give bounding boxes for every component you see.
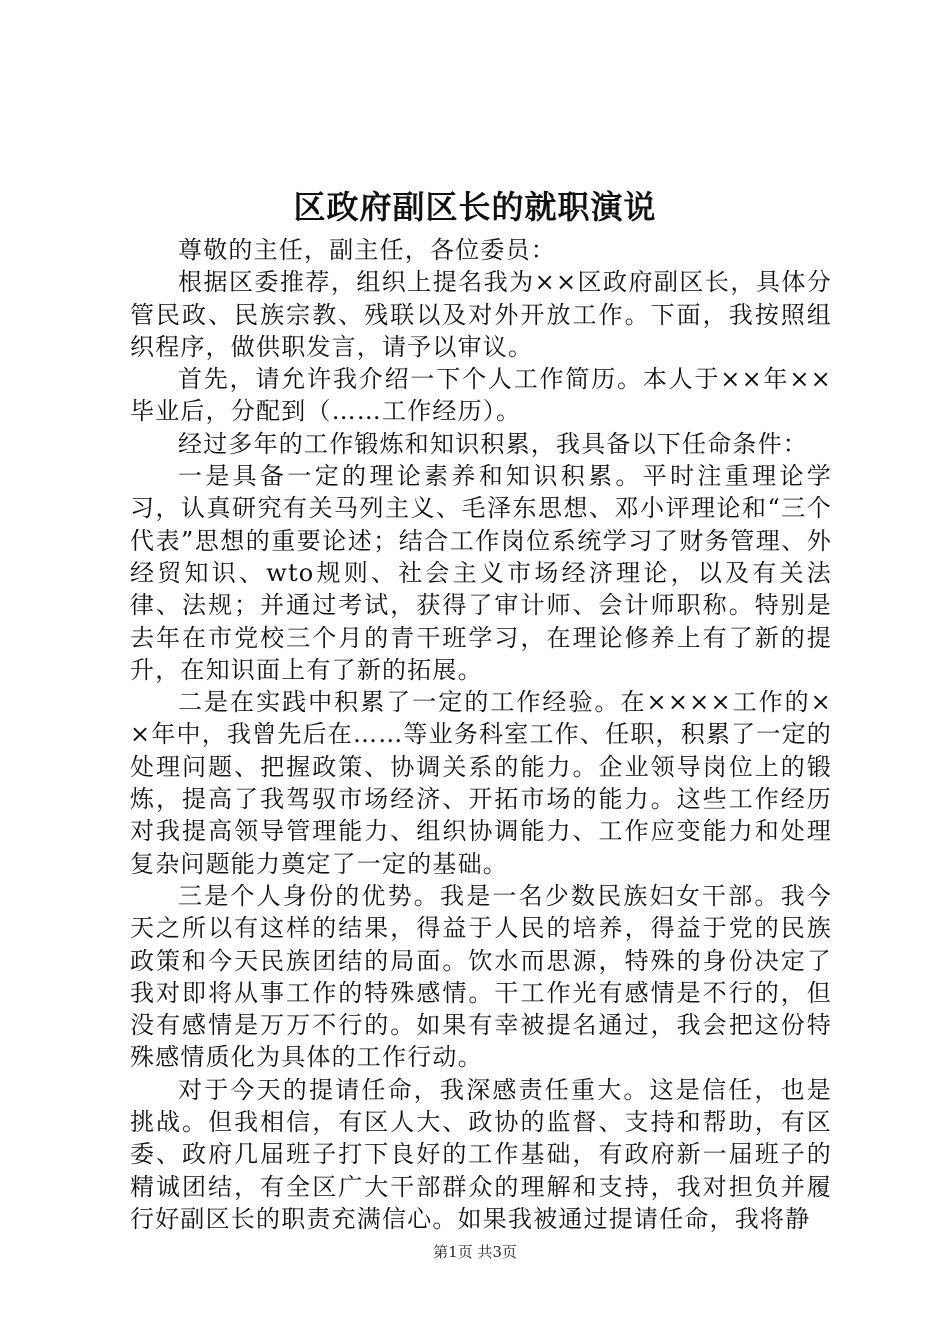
salutation-paragraph: 尊敬的主任，副主任，各位委员： [178, 236, 556, 264]
document-title: 区政府副区长的就职演说 [293, 188, 657, 226]
body-paragraph: 经过多年的工作锻炼和知识积累，我具备以下任命条件： [178, 429, 808, 458]
body-paragraph: 首先，请允许我介绍一下个人工作简历。本人于××年××毕业后，分配到（……工作经历）。 [130, 365, 832, 426]
document-body [130, 234, 832, 1235]
body-paragraph: 根据区委推荐，组织上提名我为××区政府副区长，具体分管民政、民族宗教、残联以及对外开放工作。下面，我按照组织程序，做供职发言，请予以审议。 [130, 268, 832, 361]
body-paragraph: 对于今天的提请任命，我深感责任重大。这是信任，也是挑战。但我相信，有区人大、政协的监督、支持和帮助，有区委、政府几届班子打下良好的工作基础，有政府新一届班子的精诚团结，有全区广大干部群众的理解和支持，我对担负并履行好副区长的职责充满信心。如果我被通过提请任命，我将静 [130, 1075, 832, 1233]
page-number-footer: 第1页 共3页 [433, 1243, 517, 1261]
body-paragraph: 三是个人身份的优势。我是一名少数民族妇女干部。我今天之所以有这样的结果，得益于人民的培养，得益于党的民族政策和今天民族团结的局面。饮水而思源，特殊的身份决定了我对即将从事工作的特殊感情。干工作光有感情是不行的，但没有感情是万万不行的。如果有幸被提名通过，我会把这份特殊感情质化为具体的工作行动。 [130, 881, 832, 1072]
body-paragraph: 一是具备一定的理论素养和知识积累。平时注重理论学习，认真研究有关马列主义、毛泽东思想、邓小评理论和“三个代表”思想的重要论述；结合工作岗位系统学习了财务管理、外经贸知识、wto规则、社会主义市场经济理论，以及有关法律、法规；并通过考试，获得了审计师、会计师职称。特别是去年在市党校三个月的青干班学习，在理论修养上有了新的提升，在知识面上有了新的拓展。 [130, 462, 832, 684]
body-paragraph: 二是在实践中积累了一定的工作经验。在××××工作的××年中，我曾先后在……等业务科室工作、任职，积累了一定的处理问题、把握政策、协调关系的能力。企业领导岗位上的锻炼，提高了我驾驭市场经济、开拓市场的能力。这些工作经历对我提高领导管理能力、组织协调能力、工作应变能力和处理复杂问题能力奠定了一定的基础。 [130, 688, 832, 878]
